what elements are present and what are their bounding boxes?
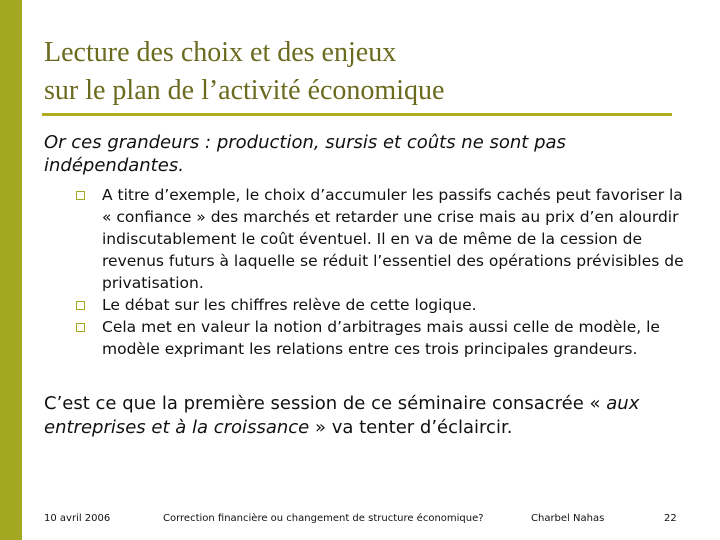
conclusion-part: C’est ce que la première session de ce séminaire consacrée «: [44, 393, 607, 414]
conclusion-part: » va tenter d’éclaircir.: [309, 417, 513, 438]
footer-author: Charbel Nahas: [531, 513, 605, 524]
square-bullet-icon: [76, 191, 85, 200]
bullet-item: [74, 316, 684, 360]
bullet-text: Le débat sur les chiffres relève de cette logique.: [102, 296, 477, 314]
bullet-item: [74, 184, 684, 294]
bullet-text: A titre d’exemple, le choix d’accumuler les passifs cachés peut favoriser la « confiance » des marchés et retarder une crise mais au prix d’en alourdir indiscutablement le coût éventuel. Il en va de même de la cession de revenus futurs à laquelle se réduit l’essentiel des opérations prévisibles de privatisation.: [102, 186, 684, 292]
conclusion-emphasis: aux entreprises et à la croissance: [44, 393, 640, 438]
square-bullet-icon: [76, 301, 85, 310]
square-bullet-icon: [76, 323, 85, 332]
intro-text: Or ces grandeurs : production, sursis et coûts ne sont pas indépendantes.: [44, 132, 566, 176]
page-number: 22: [664, 513, 677, 524]
bullet-list: [74, 184, 684, 360]
accent-bar: [0, 0, 22, 540]
bullet-text: Cela met en valeur la notion d’arbitrages mais aussi celle de modèle, le modèle exprimant les relations entre ces trois principales grandeurs.: [102, 318, 660, 358]
footer-date: 10 avril 2006: [44, 513, 111, 524]
title-line: sur le plan de l’activité économique: [44, 75, 445, 106]
bullet-item: [74, 294, 684, 316]
title-divider: [42, 113, 672, 116]
title-line: Lecture des choix et des enjeux: [44, 37, 397, 68]
conclusion-text: [44, 392, 694, 440]
slide-title: [44, 34, 684, 110]
footer-title: Correction financière ou changement de structure économique?: [163, 513, 484, 524]
